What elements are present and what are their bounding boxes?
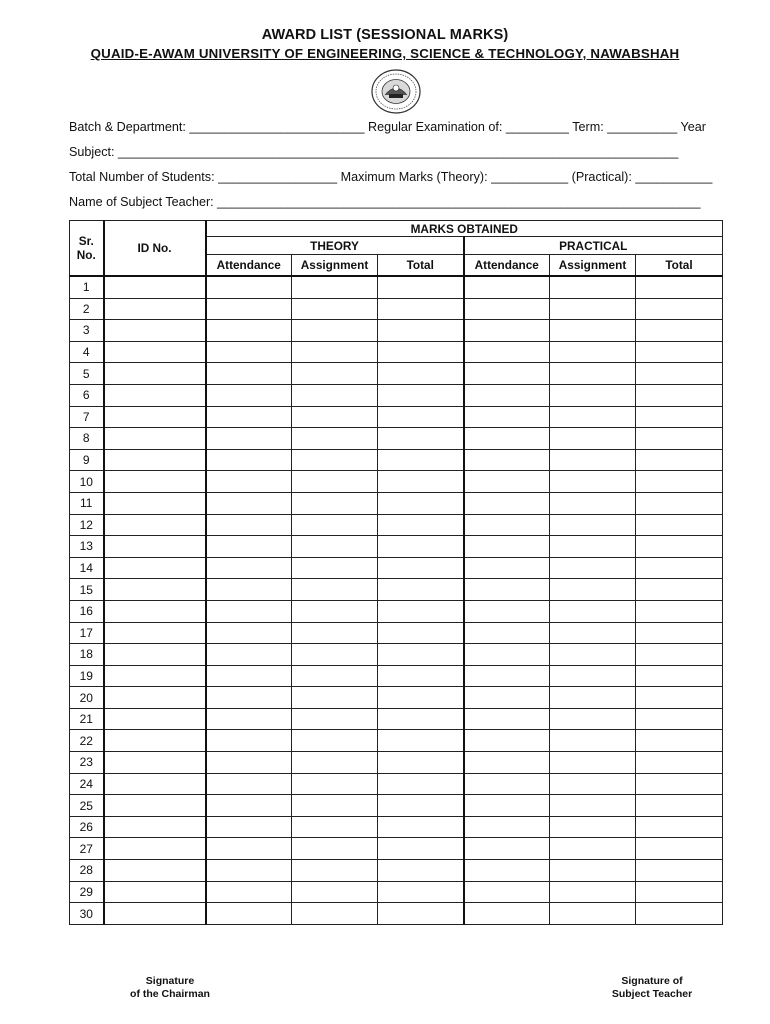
university-name: QUAID-E-AWAM UNIVERSITY OF ENGINEERING, SCIENCE & TECHNOLOGY, NAWABSHAH	[90, 46, 680, 61]
chairman-signature: Signature of the Chairman	[130, 975, 210, 1000]
batch-department-line: Batch & Department: _________________________ Regular Examination of: _________ Term: __________ Year	[69, 120, 706, 134]
mark-cell[interactable]	[464, 838, 550, 860]
mark-cell[interactable]	[206, 471, 292, 493]
mark-cell[interactable]	[636, 579, 723, 601]
id-no-cell[interactable]	[104, 406, 206, 428]
id-no-cell[interactable]	[104, 752, 206, 774]
mark-cell[interactable]	[550, 536, 636, 558]
mark-cell[interactable]	[464, 276, 550, 298]
id-no-cell[interactable]	[104, 773, 206, 795]
mark-cell[interactable]	[550, 708, 636, 730]
mark-cell[interactable]	[292, 320, 378, 342]
sr-no-cell: 20	[70, 687, 104, 709]
id-no-cell[interactable]	[104, 622, 206, 644]
sr-no-cell: 2	[70, 298, 104, 320]
mark-cell[interactable]	[636, 536, 723, 558]
mark-cell[interactable]	[550, 363, 636, 385]
id-no-cell[interactable]	[104, 579, 206, 601]
mark-cell[interactable]	[550, 665, 636, 687]
mark-cell[interactable]	[550, 881, 636, 903]
table-row	[70, 795, 723, 817]
mark-cell[interactable]	[378, 298, 464, 320]
teacher-signature: Signature of Subject Teacher	[611, 975, 693, 1000]
id-no-cell[interactable]	[104, 795, 206, 817]
column-header: Attendance	[464, 255, 550, 277]
sr-no-cell: 8	[70, 428, 104, 450]
mark-cell[interactable]	[206, 903, 292, 925]
sr-no-cell: 22	[70, 730, 104, 752]
id-no-cell[interactable]	[104, 341, 206, 363]
id-no-cell[interactable]	[104, 363, 206, 385]
mark-cell[interactable]	[636, 665, 723, 687]
mark-cell[interactable]	[550, 860, 636, 882]
mark-cell[interactable]	[464, 428, 550, 450]
mark-cell[interactable]	[378, 730, 464, 752]
mark-cell[interactable]	[464, 557, 550, 579]
table-row	[70, 903, 723, 925]
mark-cell[interactable]	[378, 752, 464, 774]
column-header: Total	[636, 255, 723, 277]
table-row	[70, 708, 723, 730]
mark-cell[interactable]	[464, 644, 550, 666]
mark-cell[interactable]	[378, 471, 464, 493]
mark-cell[interactable]	[206, 881, 292, 903]
mark-cell[interactable]	[292, 384, 378, 406]
mark-cell[interactable]	[378, 687, 464, 709]
mark-cell[interactable]	[636, 320, 723, 342]
mark-cell[interactable]	[292, 687, 378, 709]
sr-no-cell: 21	[70, 708, 104, 730]
mark-cell[interactable]	[206, 816, 292, 838]
mark-cell[interactable]	[464, 622, 550, 644]
mark-cell[interactable]	[378, 536, 464, 558]
mark-cell[interactable]	[464, 384, 550, 406]
mark-cell[interactable]	[206, 773, 292, 795]
mark-cell[interactable]	[206, 449, 292, 471]
mark-cell[interactable]	[378, 665, 464, 687]
id-no-cell[interactable]	[104, 644, 206, 666]
mark-cell[interactable]	[292, 406, 378, 428]
mark-cell[interactable]	[636, 881, 723, 903]
mark-cell[interactable]	[206, 838, 292, 860]
id-no-cell[interactable]	[104, 557, 206, 579]
mark-cell[interactable]	[636, 557, 723, 579]
mark-cell[interactable]	[464, 363, 550, 385]
mark-cell[interactable]	[292, 298, 378, 320]
id-no-cell[interactable]	[104, 708, 206, 730]
mark-cell[interactable]	[292, 428, 378, 450]
mark-cell[interactable]	[636, 471, 723, 493]
mark-cell[interactable]	[636, 730, 723, 752]
mark-cell[interactable]	[550, 730, 636, 752]
mark-cell[interactable]	[206, 428, 292, 450]
mark-cell[interactable]	[464, 406, 550, 428]
table-row	[70, 644, 723, 666]
mark-cell[interactable]	[206, 644, 292, 666]
table-row	[70, 276, 723, 298]
mark-cell[interactable]	[206, 492, 292, 514]
table-row	[70, 838, 723, 860]
table-row	[70, 449, 723, 471]
table-row	[70, 384, 723, 406]
mark-cell[interactable]	[636, 903, 723, 925]
id-no-cell[interactable]	[104, 665, 206, 687]
mark-cell[interactable]	[292, 903, 378, 925]
sr-no-cell: 29	[70, 881, 104, 903]
subject-line: Subject: ________________________________________________________________________________	[69, 145, 679, 159]
mark-cell[interactable]	[292, 644, 378, 666]
id-no-cell[interactable]	[104, 536, 206, 558]
mark-cell[interactable]	[636, 752, 723, 774]
mark-cell[interactable]	[378, 579, 464, 601]
mark-cell[interactable]	[378, 428, 464, 450]
mark-cell[interactable]	[378, 816, 464, 838]
mark-cell[interactable]	[378, 384, 464, 406]
mark-cell[interactable]	[378, 449, 464, 471]
mark-cell[interactable]	[464, 492, 550, 514]
sr-no-cell: 10	[70, 471, 104, 493]
sr-no-cell: 12	[70, 514, 104, 536]
mark-cell[interactable]	[378, 644, 464, 666]
mark-cell[interactable]	[378, 492, 464, 514]
students-marks-line: Total Number of Students: _________________ Maximum Marks (Theory): ___________ (Practical): ___________	[69, 170, 713, 184]
mark-cell[interactable]	[378, 363, 464, 385]
column-header: Attendance	[206, 255, 292, 277]
sr-no-header: Sr. No.	[70, 221, 104, 277]
mark-cell[interactable]	[292, 449, 378, 471]
mark-cell[interactable]	[636, 644, 723, 666]
table-row	[70, 536, 723, 558]
id-no-cell[interactable]	[104, 903, 206, 925]
table-row	[70, 406, 723, 428]
mark-cell[interactable]	[636, 363, 723, 385]
mark-cell[interactable]	[464, 708, 550, 730]
mark-cell[interactable]	[378, 860, 464, 882]
mark-cell[interactable]	[292, 557, 378, 579]
mark-cell[interactable]	[550, 320, 636, 342]
mark-cell[interactable]	[206, 341, 292, 363]
mark-cell[interactable]	[378, 600, 464, 622]
sr-no-cell: 17	[70, 622, 104, 644]
table-row	[70, 622, 723, 644]
table-row	[70, 665, 723, 687]
mark-cell[interactable]	[378, 795, 464, 817]
id-no-cell[interactable]	[104, 492, 206, 514]
mark-cell[interactable]	[378, 320, 464, 342]
table-row	[70, 341, 723, 363]
mark-cell[interactable]	[292, 773, 378, 795]
id-no-cell[interactable]	[104, 449, 206, 471]
mark-cell[interactable]	[464, 752, 550, 774]
id-no-cell[interactable]	[104, 600, 206, 622]
table-row	[70, 363, 723, 385]
mark-cell[interactable]	[292, 276, 378, 298]
mark-cell[interactable]	[378, 514, 464, 536]
theory-header: THEORY	[206, 237, 464, 255]
mark-cell[interactable]	[206, 665, 292, 687]
document-title: AWARD LIST (SESSIONAL MARKS)	[261, 27, 509, 43]
mark-cell[interactable]	[292, 881, 378, 903]
table-row	[70, 428, 723, 450]
sr-no-cell: 9	[70, 449, 104, 471]
mark-cell[interactable]	[206, 384, 292, 406]
mark-cell[interactable]	[464, 881, 550, 903]
mark-cell[interactable]	[636, 406, 723, 428]
id-no-cell[interactable]	[104, 471, 206, 493]
mark-cell[interactable]	[636, 795, 723, 817]
table-row	[70, 320, 723, 342]
table-row	[70, 687, 723, 709]
mark-cell[interactable]	[206, 298, 292, 320]
table-row	[70, 471, 723, 493]
mark-cell[interactable]	[464, 298, 550, 320]
mark-cell[interactable]	[636, 276, 723, 298]
mark-cell[interactable]	[636, 838, 723, 860]
mark-cell[interactable]	[550, 752, 636, 774]
mark-cell[interactable]	[206, 795, 292, 817]
mark-cell[interactable]	[206, 406, 292, 428]
mark-cell[interactable]	[378, 622, 464, 644]
mark-cell[interactable]	[550, 492, 636, 514]
mark-cell[interactable]	[292, 492, 378, 514]
mark-cell[interactable]	[206, 579, 292, 601]
mark-cell[interactable]	[378, 406, 464, 428]
sr-no-cell: 18	[70, 644, 104, 666]
sr-no-cell: 25	[70, 795, 104, 817]
marks-table	[69, 220, 723, 925]
sr-no-cell: 23	[70, 752, 104, 774]
mark-cell[interactable]	[636, 514, 723, 536]
mark-cell[interactable]	[464, 730, 550, 752]
marks-obtained-header: MARKS OBTAINED	[206, 221, 723, 237]
sr-no-cell: 24	[70, 773, 104, 795]
sr-no-cell: 4	[70, 341, 104, 363]
mark-cell[interactable]	[636, 298, 723, 320]
id-no-header: ID No.	[104, 221, 206, 277]
id-no-cell[interactable]	[104, 320, 206, 342]
mark-cell[interactable]	[636, 449, 723, 471]
mark-cell[interactable]	[292, 341, 378, 363]
mark-cell[interactable]	[206, 622, 292, 644]
mark-cell[interactable]	[550, 600, 636, 622]
table-row	[70, 557, 723, 579]
mark-cell[interactable]	[550, 384, 636, 406]
mark-cell[interactable]	[636, 428, 723, 450]
mark-cell[interactable]	[378, 557, 464, 579]
mark-cell[interactable]	[464, 449, 550, 471]
mark-cell[interactable]	[550, 687, 636, 709]
mark-cell[interactable]	[550, 449, 636, 471]
mark-cell[interactable]	[464, 795, 550, 817]
id-no-cell[interactable]	[104, 384, 206, 406]
mark-cell[interactable]	[206, 363, 292, 385]
mark-cell[interactable]	[636, 492, 723, 514]
sr-no-cell: 16	[70, 600, 104, 622]
column-header: Assignment	[550, 255, 636, 277]
mark-cell[interactable]	[378, 708, 464, 730]
mark-cell[interactable]	[292, 363, 378, 385]
mark-cell[interactable]	[206, 600, 292, 622]
id-no-cell[interactable]	[104, 881, 206, 903]
mark-cell[interactable]	[550, 816, 636, 838]
mark-cell[interactable]	[550, 471, 636, 493]
mark-cell[interactable]	[550, 406, 636, 428]
table-row	[70, 881, 723, 903]
mark-cell[interactable]	[206, 557, 292, 579]
mark-cell[interactable]	[636, 384, 723, 406]
mark-cell[interactable]	[464, 860, 550, 882]
sr-no-cell: 15	[70, 579, 104, 601]
university-seal-icon	[371, 69, 421, 114]
mark-cell[interactable]	[378, 773, 464, 795]
table-row	[70, 816, 723, 838]
mark-cell[interactable]	[206, 276, 292, 298]
sr-no-cell: 3	[70, 320, 104, 342]
mark-cell[interactable]	[636, 816, 723, 838]
mark-cell[interactable]	[292, 471, 378, 493]
mark-cell[interactable]	[292, 860, 378, 882]
mark-cell[interactable]	[464, 903, 550, 925]
table-row	[70, 860, 723, 882]
mark-cell[interactable]	[550, 276, 636, 298]
mark-cell[interactable]	[464, 536, 550, 558]
mark-cell[interactable]	[292, 600, 378, 622]
mark-cell[interactable]	[464, 341, 550, 363]
table-row	[70, 492, 723, 514]
mark-cell[interactable]	[636, 687, 723, 709]
sr-no-cell: 27	[70, 838, 104, 860]
table-row	[70, 752, 723, 774]
mark-cell[interactable]	[292, 838, 378, 860]
sr-no-cell: 11	[70, 492, 104, 514]
mark-cell[interactable]	[636, 860, 723, 882]
mark-cell[interactable]	[636, 708, 723, 730]
id-no-cell[interactable]	[104, 514, 206, 536]
mark-cell[interactable]	[378, 881, 464, 903]
sr-no-cell: 28	[70, 860, 104, 882]
mark-cell[interactable]	[292, 622, 378, 644]
table-row	[70, 298, 723, 320]
id-no-cell[interactable]	[104, 838, 206, 860]
column-header: Assignment	[292, 255, 378, 277]
table-row	[70, 773, 723, 795]
mark-cell[interactable]	[378, 838, 464, 860]
mark-cell[interactable]	[636, 773, 723, 795]
mark-cell[interactable]	[550, 428, 636, 450]
mark-cell[interactable]	[550, 838, 636, 860]
id-no-cell[interactable]	[104, 428, 206, 450]
mark-cell[interactable]	[636, 341, 723, 363]
id-no-cell[interactable]	[104, 730, 206, 752]
id-no-cell[interactable]	[104, 276, 206, 298]
mark-cell[interactable]	[464, 514, 550, 536]
mark-cell[interactable]	[206, 860, 292, 882]
mark-cell[interactable]	[206, 320, 292, 342]
mark-cell[interactable]	[206, 752, 292, 774]
sr-no-cell: 26	[70, 816, 104, 838]
subject-teacher-line: Name of Subject Teacher: _____________________________________________________________________	[69, 195, 701, 209]
mark-cell[interactable]	[550, 341, 636, 363]
mark-cell[interactable]	[464, 579, 550, 601]
mark-cell[interactable]	[550, 298, 636, 320]
practical-header: PRACTICAL	[464, 237, 723, 255]
mark-cell[interactable]	[464, 600, 550, 622]
mark-cell[interactable]	[292, 665, 378, 687]
mark-cell[interactable]	[464, 687, 550, 709]
mark-cell[interactable]	[292, 795, 378, 817]
sr-no-cell: 19	[70, 665, 104, 687]
sr-no-cell: 13	[70, 536, 104, 558]
mark-cell[interactable]	[464, 773, 550, 795]
mark-cell[interactable]	[550, 557, 636, 579]
mark-cell[interactable]	[378, 276, 464, 298]
id-no-cell[interactable]	[104, 860, 206, 882]
mark-cell[interactable]	[206, 708, 292, 730]
mark-cell[interactable]	[550, 622, 636, 644]
mark-cell[interactable]	[378, 903, 464, 925]
mark-cell[interactable]	[292, 752, 378, 774]
mark-cell[interactable]	[464, 816, 550, 838]
mark-cell[interactable]	[550, 903, 636, 925]
mark-cell[interactable]	[378, 341, 464, 363]
id-no-cell[interactable]	[104, 687, 206, 709]
mark-cell[interactable]	[292, 730, 378, 752]
mark-cell[interactable]	[292, 536, 378, 558]
id-no-cell[interactable]	[104, 298, 206, 320]
mark-cell[interactable]	[636, 600, 723, 622]
mark-cell[interactable]	[464, 471, 550, 493]
column-header: Total	[378, 255, 464, 277]
mark-cell[interactable]	[550, 773, 636, 795]
mark-cell[interactable]	[206, 536, 292, 558]
id-no-cell[interactable]	[104, 816, 206, 838]
sr-no-cell: 5	[70, 363, 104, 385]
mark-cell[interactable]	[206, 730, 292, 752]
table-row	[70, 514, 723, 536]
mark-cell[interactable]	[206, 687, 292, 709]
mark-cell[interactable]	[292, 514, 378, 536]
table-row	[70, 730, 723, 752]
mark-cell[interactable]	[464, 665, 550, 687]
mark-cell[interactable]	[292, 579, 378, 601]
mark-cell[interactable]	[550, 795, 636, 817]
mark-cell[interactable]	[550, 579, 636, 601]
mark-cell[interactable]	[550, 644, 636, 666]
mark-cell[interactable]	[292, 816, 378, 838]
mark-cell[interactable]	[464, 320, 550, 342]
sr-no-cell: 6	[70, 384, 104, 406]
table-row	[70, 600, 723, 622]
sr-no-cell: 7	[70, 406, 104, 428]
mark-cell[interactable]	[550, 514, 636, 536]
sr-no-cell: 30	[70, 903, 104, 925]
sr-no-cell: 14	[70, 557, 104, 579]
table-row	[70, 579, 723, 601]
mark-cell[interactable]	[636, 622, 723, 644]
mark-cell[interactable]	[206, 514, 292, 536]
mark-cell[interactable]	[292, 708, 378, 730]
sr-no-cell: 1	[70, 276, 104, 298]
